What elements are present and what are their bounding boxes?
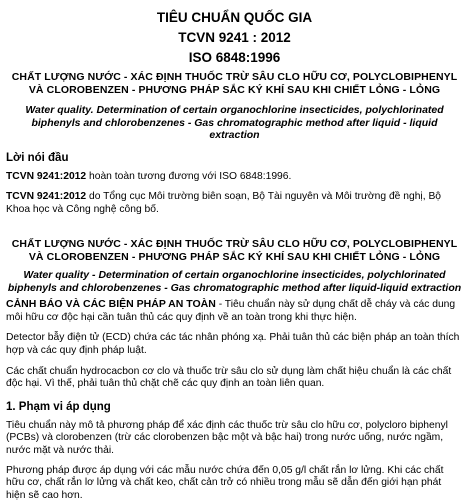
foreword-text: do Tổng cục Môi trường biên soạn, Bộ Tài nguyên và Môi trường đề nghị, Bộ Khoa học và Công nghệ công bố. [6, 191, 442, 215]
foreword-heading: Lời nói đầu [6, 151, 69, 164]
warning-text: - Tiêu chuẩn này sử dụng chất dễ cháy và các dung môi hữu cơ độc hại cần tuân thủ các quy định về an toàn trong khi thực hiện. [6, 299, 456, 323]
repeat-title-vietnamese: CHẤT LƯỢNG NƯỚC - XÁC ĐỊNH THUỐC TRỪ SÂU CLO HỮU CƠ, POLYCLOBIPHENYL VÀ CLOROBENZEN - PHƯƠNG PHÁP SẮC KÝ KHÍ SAU KHI CHIẾT LỎNG - LỎNG [11, 238, 458, 263]
warning-paragraph-3: Các chất chuẩn hydrocacbon cơ clo và thuốc trừ sâu clo sử dụng làm chất hiệu chuẩn là các chất độc hại. Vì thế, phải tuân thủ chặt chẽ các quy định an toàn liên quan. [6, 365, 452, 390]
warning-paragraph-1 [6, 298, 463, 324]
scope-heading: 1. Phạm vi áp dụng [6, 400, 111, 413]
foreword-text: hoàn toàn tương đương với ISO 6848:1996. [86, 170, 292, 182]
warning-heading: CẢNH BÁO VÀ CÁC BIỆN PHÁP AN TOÀN [6, 298, 216, 311]
foreword-paragraph-1 [6, 171, 463, 184]
scope-paragraph-1: Tiêu chuẩn này mô tả phương pháp để xác định các thuốc trừ sâu clo hữu cơ, polycloro biphenyl (PCBs) và clorobenzen (trừ các clorobenzen bậc một và bậc hai) trong nước uống, nước ngầm, nước mặt và nước thải. [6, 419, 448, 457]
repeat-title-english: Water quality - Determination of certain organochlorine insecticides, polychlorinated biphenyls and chlorobenzenes - Gas chromatographic method after liquid-liquid extraction [7, 269, 462, 294]
iso-reference: ISO 6848:1996 [188, 50, 281, 65]
main-title-english: Water quality. Determination of certain organochlorine insecticides, polychlorinated biphenyls and chlorobenzenes - Gas chromatographic method after liquid - liquid extraction [25, 104, 444, 141]
document-heading: TIÊU CHUẨN QUỐC GIA [156, 10, 313, 25]
standard-number: TCVN 9241 : 2012 [178, 30, 291, 45]
warning-paragraph-2: Detector bẫy điện tử (ECD) chứa các tác nhân phóng xạ. Phải tuân thủ các biện pháp an toàn thích hợp và các quy định pháp luật. [6, 332, 460, 357]
standard-code: TCVN 9241:2012 [6, 170, 87, 182]
foreword-paragraph-2 [6, 191, 463, 216]
standard-code: TCVN 9241:2012 [6, 191, 87, 203]
scope-paragraph-2: Phương pháp được áp dụng với các mẫu nước chứa đến 0,05 g/l chất rắn lơ lửng. Khi các chất hữu cơ, chất rắn lơ lửng và chất keo, chất cản trở có nhiều trong mẫu sẽ dẫn đến giới hạn phát hiện sẽ cao hơn. [6, 464, 444, 501]
main-title-vietnamese: CHẤT LƯỢNG NƯỚC - XÁC ĐỊNH THUỐC TRỪ SÂU CLO HỮU CƠ, POLYCLOBIPHENYL VÀ CLOROBENZEN - PHƯƠNG PHÁP SẮC KÝ KHÍ SAU KHI CHIẾT LỎNG - LỎNG [11, 71, 458, 96]
